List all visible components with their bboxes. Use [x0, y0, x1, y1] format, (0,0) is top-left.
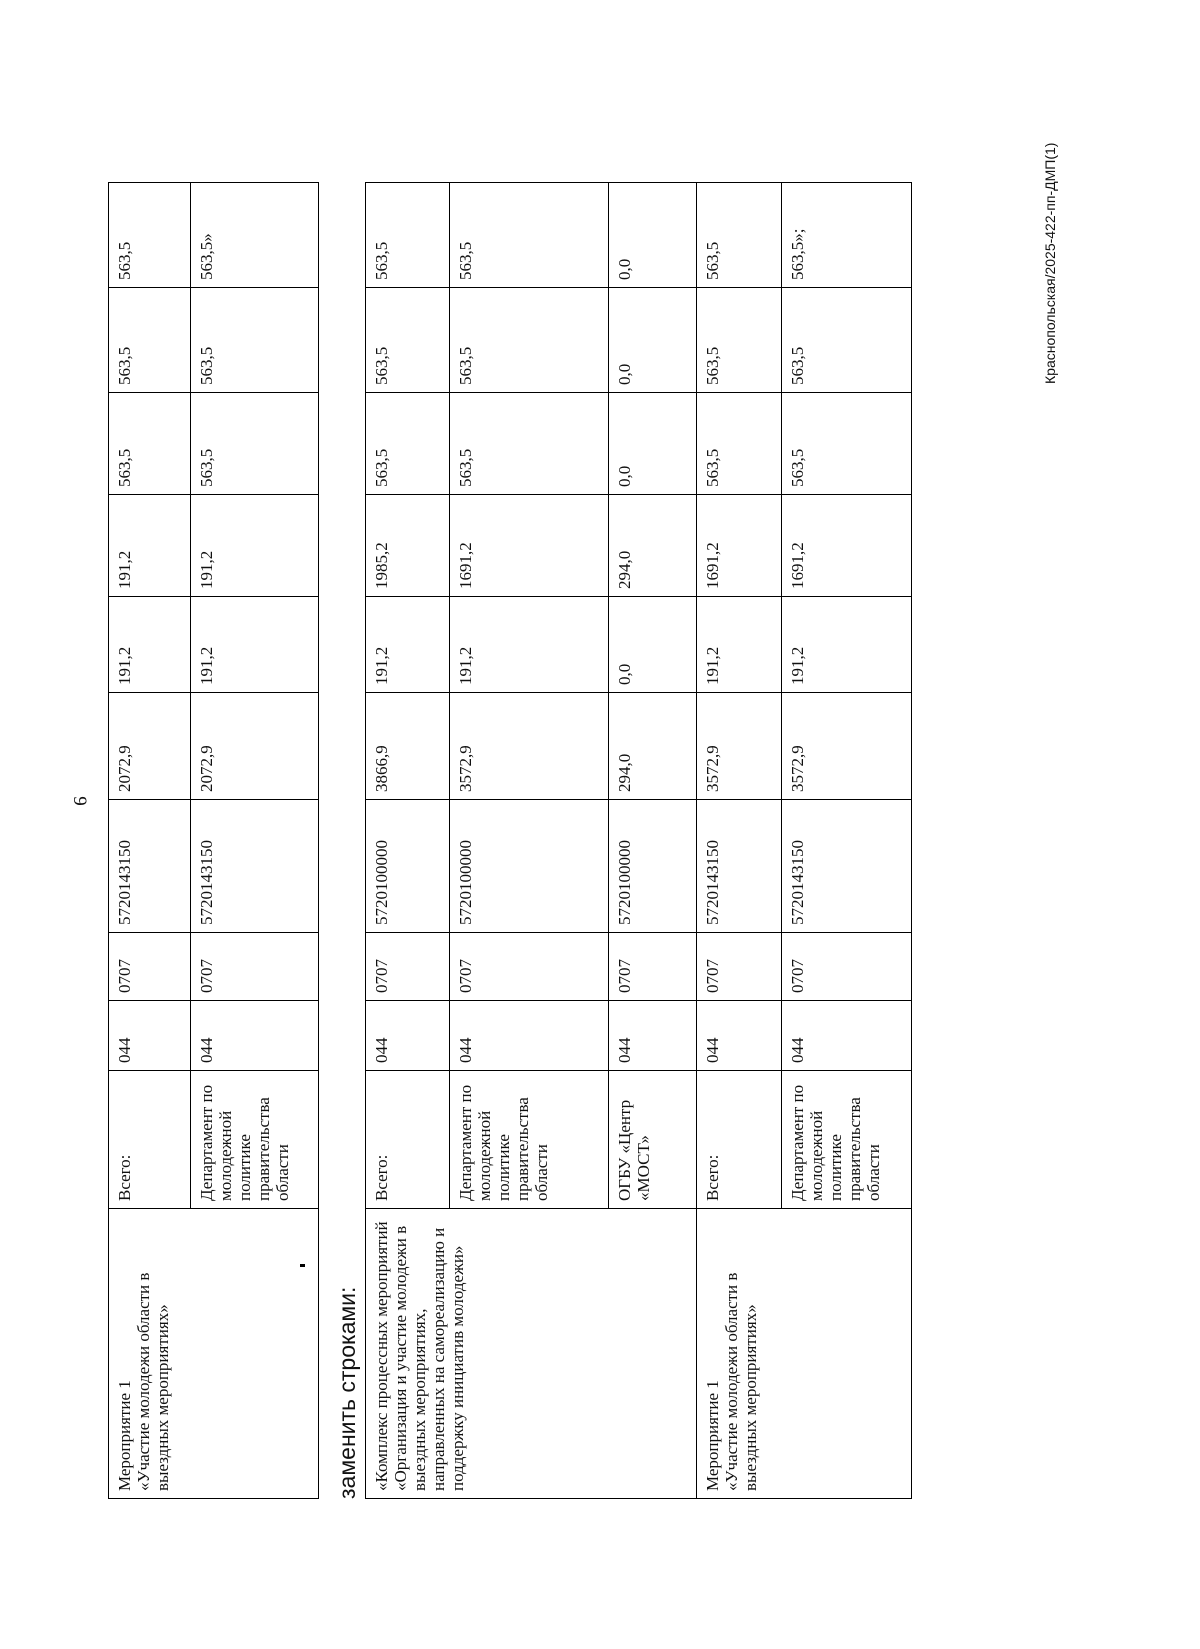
table-cell: 044	[366, 1001, 450, 1071]
table-cell: Всего:	[697, 1071, 782, 1209]
document-stamp: Краснопольская/2025-422-пп-ДМП(1)	[1042, 142, 1058, 384]
table-cell: 563,5	[697, 393, 782, 495]
table-cell: 563,5	[366, 183, 450, 288]
table-cell: 563,5	[697, 183, 782, 288]
table-cell: 294,0	[609, 495, 697, 597]
table-cell: 0707	[366, 933, 450, 1001]
table-cell: 0,0	[609, 597, 697, 693]
table-cell: 5720143150	[109, 800, 191, 933]
event-title-cell: Мероприятие 1 «Участие молодежи области в выездных мероприятиях»	[697, 1209, 912, 1499]
table-cell: 191,2	[191, 495, 319, 597]
table-cell: 2072,9	[191, 693, 319, 800]
table-cell: 563,5»;	[782, 183, 912, 288]
table-cell: 5720143150	[782, 800, 912, 933]
table-cell: 563,5	[697, 288, 782, 393]
table-cell: 3572,9	[782, 693, 912, 800]
table-cell: 5720143150	[191, 800, 319, 933]
table-cell: Всего:	[109, 1071, 191, 1209]
table-cell: 0707	[782, 933, 912, 1001]
table-cell: 563,5	[450, 288, 609, 393]
table-cell: 563,5»	[191, 183, 319, 288]
table-cell: 191,2	[450, 597, 609, 693]
table-cell: 5720100000	[609, 800, 697, 933]
table-cell: Департамент по молодежной политике правительства области	[191, 1071, 319, 1209]
table-row	[109, 183, 191, 1499]
table-cell: 294,0	[609, 693, 697, 800]
table-cell: 044	[697, 1001, 782, 1071]
table-cell: 563,5	[191, 393, 319, 495]
table-cell: 563,5	[366, 393, 450, 495]
table-cell: 1691,2	[697, 495, 782, 597]
table-cell: 044	[191, 1001, 319, 1071]
table-cell: 2072,9	[109, 693, 191, 800]
table-row	[697, 183, 782, 1499]
table-cell: 0,0	[609, 288, 697, 393]
table-cell: 563,5	[191, 288, 319, 393]
table-cell: 1691,2	[782, 495, 912, 597]
table-cell: 191,2	[109, 495, 191, 597]
table-cell: 563,5	[782, 393, 912, 495]
table-cell: Департамент по молодежной политике правительства области	[450, 1071, 609, 1209]
table-cell: 563,5	[109, 393, 191, 495]
table-cell: 3572,9	[697, 693, 782, 800]
table-cell: 0707	[697, 933, 782, 1001]
table-cell: 5720143150	[697, 800, 782, 933]
table-cell: 0707	[609, 933, 697, 1001]
table-cell: 1985,2	[366, 495, 450, 597]
page-number: 9	[68, 796, 90, 806]
table-cell: 563,5	[109, 183, 191, 288]
table-cell: 563,5	[366, 288, 450, 393]
table-cell: 0707	[109, 933, 191, 1001]
table-cell: 1691,2	[450, 495, 609, 597]
table-cell: 191,2	[109, 597, 191, 693]
table-row	[366, 183, 450, 1499]
event-title-cell: Мероприятие 1 «Участие молодежи области в выездных мероприятиях»	[109, 1209, 319, 1499]
table-cell: 191,2	[366, 597, 450, 693]
table-cell: 191,2	[191, 597, 319, 693]
replacement-heading: заменить строками:	[334, 1286, 360, 1499]
table-cell: 191,2	[697, 597, 782, 693]
table-cell: 044	[782, 1001, 912, 1071]
table-cell: ОГБУ «Центр «МОСТ»	[609, 1071, 697, 1209]
table-cell: 5720100000	[450, 800, 609, 933]
table-cell: 0,0	[609, 393, 697, 495]
table-cell: 563,5	[109, 288, 191, 393]
table-cell: 044	[450, 1001, 609, 1071]
table-cell: 563,5	[782, 288, 912, 393]
replacement-rows-table	[365, 182, 912, 1499]
original-rows-table	[108, 182, 319, 1499]
table-cell: 563,5	[450, 393, 609, 495]
table-cell: 5720100000	[366, 800, 450, 933]
complex-title-cell: «Комплекс процессных мероприятий «Организация и участие молодежи в выездных мероприятиях, направленных на самореализацию и поддержку инициатив молодежи»	[366, 1209, 697, 1499]
table-cell: 0707	[191, 933, 319, 1001]
table-cell: 3866,9	[366, 693, 450, 800]
table-cell: 044	[609, 1001, 697, 1071]
table-cell: 3572,9	[450, 693, 609, 800]
table-cell: 044	[109, 1001, 191, 1071]
table-cell: 563,5	[450, 183, 609, 288]
table-cell: Всего:	[366, 1071, 450, 1209]
stray-mark	[300, 1264, 305, 1267]
table-cell: 0,0	[609, 183, 697, 288]
table-cell: Департамент по молодежной политике правительства области	[782, 1071, 912, 1209]
table-cell: 0707	[450, 933, 609, 1001]
table-cell: 191,2	[782, 597, 912, 693]
